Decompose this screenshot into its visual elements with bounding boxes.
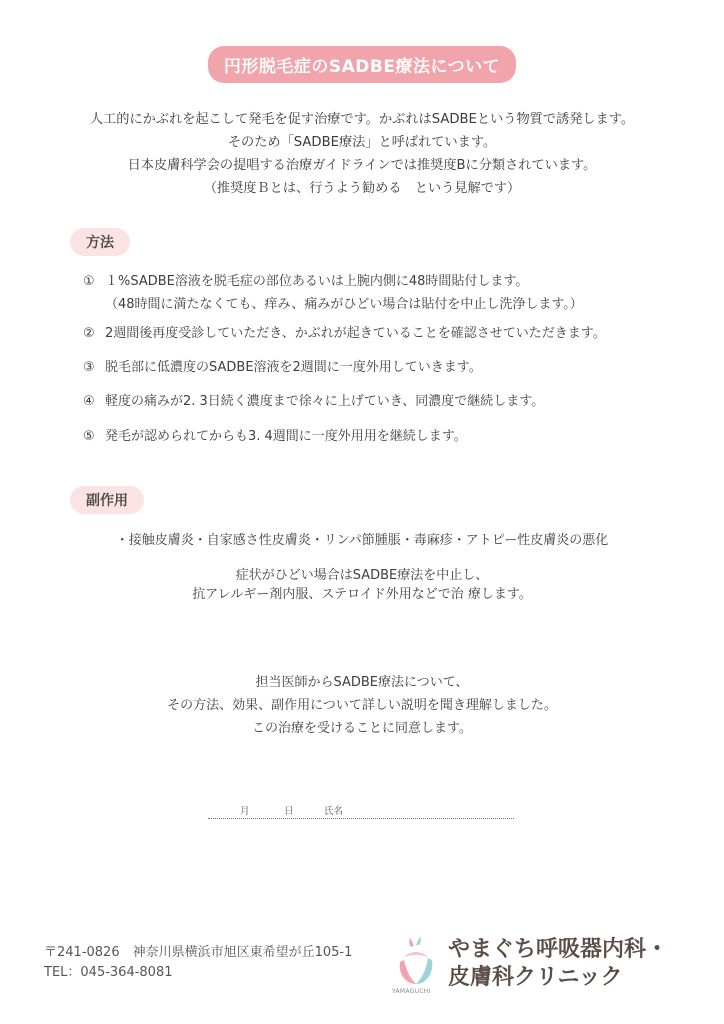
- step-number: ③: [83, 360, 95, 375]
- step-text: 軽度の痛みが2. 3日続く濃度まで徐々に上げていき、同濃度で継続します。: [105, 394, 545, 409]
- clinic-name-line: やまぐち呼吸器内科・: [448, 937, 669, 962]
- step-text: 脱毛部に低濃度のSADBE溶液を2週間に一度外用していきます。: [105, 360, 482, 375]
- signature-line[interactable]: [208, 800, 514, 819]
- clinic-contact: [44, 943, 352, 983]
- step-text: 発毛が認められてからも3. 4週間に一度外用用を継続します。: [105, 429, 467, 444]
- method-heading: 方法: [70, 228, 130, 256]
- clinic-address: 〒241-0826 神奈川県横浜市旭区東希望が丘105-1: [44, 945, 353, 960]
- side-effects-list: ・接触皮膚炎・自家感さ性皮膚炎・リンパ節腫脹・毒麻疹・アトピー性皮膚炎の悪化: [115, 533, 609, 548]
- clinic-name: [448, 936, 668, 992]
- step-number: ④: [83, 394, 95, 409]
- side-effects-note: [0, 566, 724, 604]
- consent-line: その方法、効果、副作用について詳しい説明を聞き理解しました。: [167, 698, 557, 713]
- logo-wordmark: YAMAGUCHI: [392, 988, 431, 995]
- step-number: ①: [83, 274, 95, 289]
- consent-line: この治療を受けることに同意します。: [252, 721, 472, 736]
- method-step: [83, 270, 583, 312]
- name-label: 氏名: [324, 806, 344, 817]
- intro-line: 日本皮膚科学会の提唱する治療ガイドラインでは推奨度Bに分類されています。: [127, 158, 597, 173]
- method-step: [83, 356, 482, 375]
- day-label: 日: [284, 806, 294, 817]
- method-step: [83, 390, 544, 409]
- intro-line: そのため「SADBE療法」と呼ばれています。: [227, 135, 497, 150]
- step-subtext: （48時間に満たなくても、痒み、痛みがひどい場合は貼付を中止し洗浄します。）: [105, 297, 583, 312]
- consent-statement: [0, 671, 724, 740]
- step-text: １%SADBE溶液を脱毛症の部位あるいは上腕内側に48時間貼付します。: [105, 274, 529, 289]
- method-step: [83, 322, 606, 341]
- intro-line: （推奨度Ｂとは、行うよう勧める という見解です）: [203, 181, 521, 196]
- clinic-tel: TEL：045-364-8081: [44, 965, 173, 980]
- clinic-name-line: 皮膚科クリニック: [448, 965, 623, 990]
- title-area: [0, 46, 724, 83]
- side-effects-heading: 副作用: [70, 486, 144, 514]
- document-title: 円形脱毛症のSADBE療法について: [208, 46, 516, 83]
- note-line: 抗アレルギー剤内服、ステロイド外用などで治 療します。: [192, 587, 532, 602]
- step-text: 2週間後再度受診していただき、かぶれが起きていることを確認させていただきます。: [105, 326, 606, 341]
- note-line: 症状がひどい場合はSADBE療法を中止し、: [235, 568, 489, 583]
- intro-line: 人工的にかぶれを起こして発毛を促す治療です。かぶれはSADBEという物質で誘発します。: [89, 112, 635, 127]
- method-step: [83, 425, 467, 444]
- intro-paragraph: [0, 108, 724, 200]
- month-label: 月: [240, 806, 250, 817]
- consent-line: 担当医師からSADBE療法について、: [255, 675, 469, 690]
- step-number: ⑤: [83, 429, 95, 444]
- step-number: ②: [83, 326, 95, 341]
